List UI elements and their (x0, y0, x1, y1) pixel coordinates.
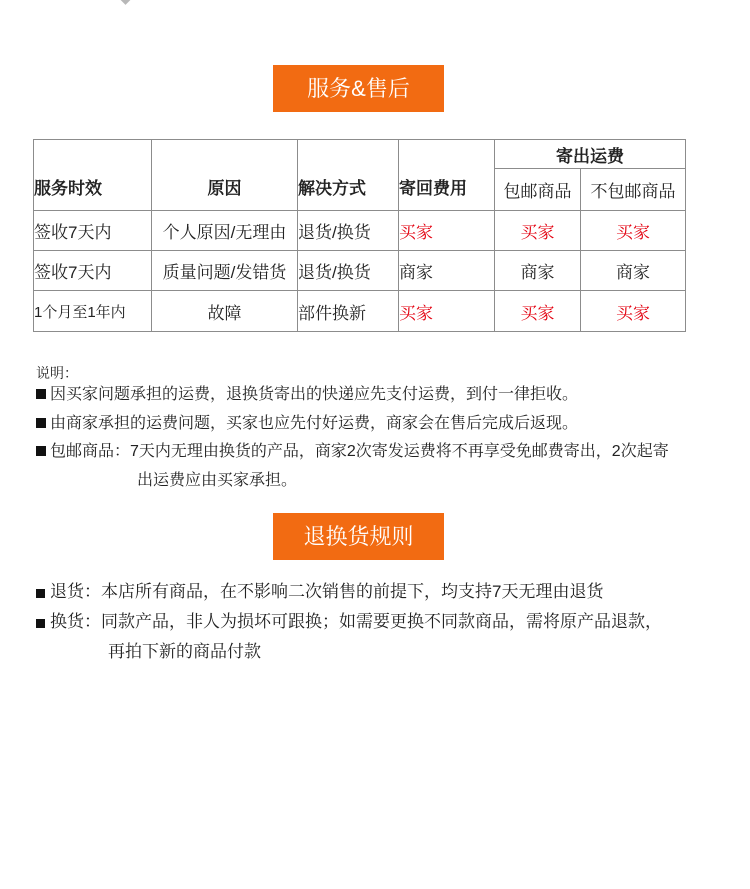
note-item (36, 440, 669, 464)
cell-return-fee: 买家 (399, 211, 495, 251)
rule-text: 退货：本店所有商品，在不影响二次销售的前提下，均支持7天无理由退货 (50, 582, 604, 601)
cropped-decoration-icon (119, 0, 132, 5)
header-return-fee: 寄回费用 (399, 140, 495, 211)
header-reason: 原因 (152, 140, 298, 211)
rule-text: 换货：同款产品，非人为损坏可跟换；如需要更换不同款商品，需将原产品退款， (50, 612, 662, 631)
note-text: 包邮商品：7天内无理由换货的产品，商家2次寄发运费将不再享受免邮费寄出，2次起寄 (50, 443, 669, 460)
cell-solution: 退货/换货 (298, 211, 399, 251)
service-after-sales-banner: 服务&售后 (273, 65, 444, 112)
bullet-square-icon (36, 446, 46, 456)
service-table (33, 139, 686, 332)
cell-reason: 个人原因/无理由 (152, 211, 298, 251)
note-item (36, 412, 578, 436)
cell-outbound-free-shipping: 买家 (495, 291, 581, 332)
header-free-shipping-goods: 包邮商品 (495, 169, 581, 211)
rule-item (36, 580, 603, 604)
note-item (36, 383, 578, 407)
cell-outbound-non-free-shipping: 买家 (581, 211, 686, 251)
header-non-free-shipping-goods: 不包邮商品 (581, 169, 686, 211)
bullet-square-icon (36, 619, 45, 628)
header-outbound-fee: 寄出运费 (495, 140, 686, 169)
cell-service-period: 签收7天内 (34, 211, 152, 251)
table-header-row (34, 140, 686, 169)
return-exchange-rules-banner: 退换货规则 (273, 513, 444, 560)
cell-solution: 部件换新 (298, 291, 399, 332)
note-text: 由商家承担的运费问题，买家也应先付好运费，商家会在售后完成后返现。 (50, 415, 579, 432)
cell-outbound-non-free-shipping: 商家 (581, 251, 686, 291)
cell-return-fee: 买家 (399, 291, 495, 332)
note-text: 因买家问题承担的运费，退换货寄出的快递应先支付运费，到付一律拒收。 (50, 386, 579, 403)
cell-outbound-free-shipping: 买家 (495, 211, 581, 251)
cell-outbound-non-free-shipping: 买家 (581, 291, 686, 332)
table-row (34, 251, 686, 291)
rule-item (36, 610, 662, 634)
bullet-square-icon (36, 418, 46, 428)
note-item-continuation: 出运费应由买家承担。 (137, 472, 298, 489)
bullet-square-icon (36, 389, 46, 399)
notes-title: 说明： (36, 365, 78, 381)
cell-service-period: 1个月至1年内 (34, 291, 152, 332)
cell-reason: 质量问题/发错货 (152, 251, 298, 291)
rule-item-continuation: 再拍下新的商品付款 (108, 642, 261, 661)
cell-reason: 故障 (152, 291, 298, 332)
header-service-period: 服务时效 (34, 140, 152, 211)
cell-service-period: 签收7天内 (34, 251, 152, 291)
cell-return-fee: 商家 (399, 251, 495, 291)
bullet-square-icon (36, 589, 45, 598)
table-row (34, 291, 686, 332)
cell-outbound-free-shipping: 商家 (495, 251, 581, 291)
table-row (34, 211, 686, 251)
header-solution: 解决方式 (298, 140, 399, 211)
cell-solution: 退货/换货 (298, 251, 399, 291)
